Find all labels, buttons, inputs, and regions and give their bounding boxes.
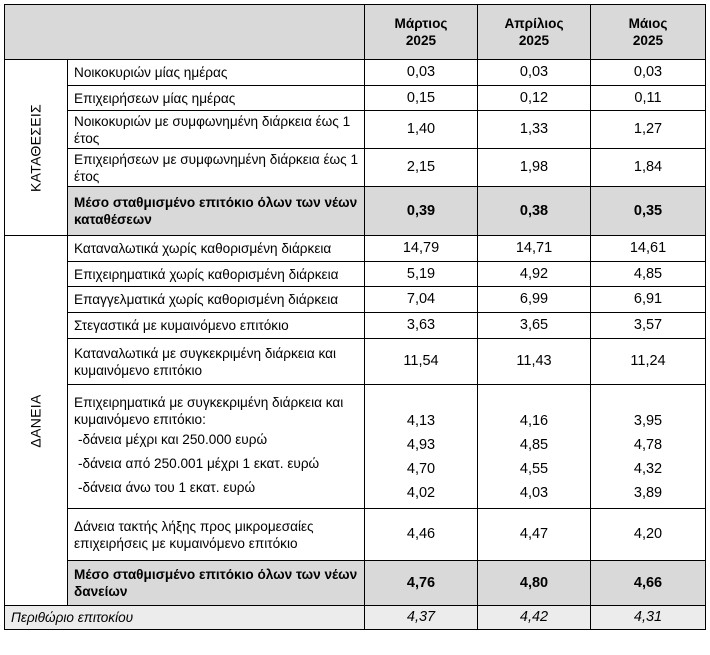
- value-cell: 3,65: [478, 313, 591, 339]
- loans-average-row: [5, 561, 706, 606]
- row-label: Επιχειρηματικά χωρίς καθορισμένη διάρκεια: [68, 262, 365, 287]
- value-cell: 4,32: [633, 461, 663, 477]
- value-cell: 4,78: [633, 437, 663, 453]
- value-cell: 4,66: [591, 561, 706, 606]
- value-cell: 4,13: [406, 413, 436, 429]
- value-cell: 4,31: [591, 606, 706, 630]
- table-row: [5, 262, 706, 287]
- row-label: Νοικοκυριών με συμφωνημένη διάρκεια έως 1 έτος: [68, 111, 365, 149]
- value-cell: 4,85: [519, 437, 549, 453]
- table-row: [5, 236, 706, 262]
- value-cell: 11,24: [591, 339, 706, 385]
- table-row: [5, 149, 706, 187]
- value-cell: 14,71: [478, 236, 591, 262]
- value-cell: 0,12: [478, 86, 591, 111]
- value-cell: 4,70: [406, 461, 436, 477]
- value-cell: 1,33: [478, 111, 591, 149]
- section-deposits: ΚΑΤΑΘΕΣΕΙΣ: [5, 60, 68, 236]
- value-cell: 4,46: [365, 509, 478, 561]
- deposits-average-row: [5, 187, 706, 236]
- value-cell: 4,03: [519, 485, 549, 501]
- row-label: Καταναλωτικά χωρίς καθορισμένη διάρκεια: [68, 236, 365, 262]
- table-row: [5, 60, 706, 86]
- table-row: [5, 111, 706, 149]
- row-label: Στεγαστικά με κυμαινόμενο επιτόκιο: [68, 313, 365, 339]
- value-cell: 4,92: [478, 262, 591, 287]
- section-loans: ΔΑΝΕΙΑ: [5, 236, 68, 606]
- row-label: Μέσο σταθμισμένο επιτόκιο όλων των νέων καταθέσεων: [68, 187, 365, 236]
- value-cell: 3,95: [633, 413, 663, 429]
- value-cell: 4,80: [478, 561, 591, 606]
- row-label: Επιχειρηματικά με συγκεκριμένη διάρκεια και κυμαινόμενο επιτόκιο:: [74, 394, 344, 427]
- table-row: [5, 339, 706, 385]
- value-cell: 5,19: [365, 262, 478, 287]
- header-april: Απρίλιος 2025: [478, 5, 591, 60]
- row-label: Επιχειρήσεων μίας ημέρας: [68, 86, 365, 111]
- sub-row-label: -δάνεια μέχρι και 250.000 ευρώ: [78, 431, 268, 447]
- value-cell: 4,85: [591, 262, 706, 287]
- table-row: [5, 86, 706, 111]
- value-cell: 0,03: [591, 60, 706, 86]
- value-cell: 1,27: [591, 111, 706, 149]
- value-cell: 4,02: [406, 485, 436, 501]
- business-loans-block: [5, 385, 706, 509]
- value-cell: 0,11: [591, 86, 706, 111]
- row-label: Μέσο σταθμισμένο επιτόκιο όλων των νέων δανείων: [68, 561, 365, 606]
- row-label: Δάνεια τακτής λήξης προς μικρομεσαίες επιχειρήσεις με κυμαινόμενο επιτόκιο: [68, 509, 365, 561]
- value-cell: 14,79: [365, 236, 478, 262]
- value-cell: 14,61: [591, 236, 706, 262]
- value-cell: 6,91: [591, 287, 706, 313]
- header-march: Μάρτιος 2025: [365, 5, 478, 60]
- value-cell: 1,84: [591, 149, 706, 187]
- business-loans-labels: [68, 385, 365, 509]
- value-cell: 4,55: [519, 461, 549, 477]
- business-values-april: [478, 385, 591, 509]
- row-label: Επαγγελματικά χωρίς καθορισμένη διάρκεια: [68, 287, 365, 313]
- row-label: Καταναλωτικά με συγκεκριμένη διάρκεια και κυμαινόμενο επιτόκιο: [68, 339, 365, 385]
- value-cell: 4,42: [478, 606, 591, 630]
- table-row: [5, 313, 706, 339]
- business-values-may: [591, 385, 706, 509]
- row-label: Νοικοκυριών μίας ημέρας: [68, 60, 365, 86]
- value-cell: 3,57: [591, 313, 706, 339]
- header-blank-cell: [5, 5, 365, 60]
- value-cell: 0,15: [365, 86, 478, 111]
- row-label: Περιθώριο επιτοκίου: [5, 606, 365, 630]
- value-cell: 3,63: [365, 313, 478, 339]
- value-cell: 3,89: [633, 485, 663, 501]
- sub-row-label: -δάνεια άνω του 1 εκατ. ευρώ: [78, 479, 256, 495]
- value-cell: 4,93: [406, 437, 436, 453]
- margin-row: [5, 606, 706, 630]
- value-cell: 4,47: [478, 509, 591, 561]
- value-cell: 0,35: [591, 187, 706, 236]
- business-values-march: [365, 385, 478, 509]
- table-row: [5, 509, 706, 561]
- row-label: Επιχειρήσεων με συμφωνημένη διάρκεια έως 1 έτος: [68, 149, 365, 187]
- value-cell: 0,03: [478, 60, 591, 86]
- header-row: [5, 5, 706, 60]
- interest-rates-table: [4, 4, 706, 630]
- value-cell: 7,04: [365, 287, 478, 313]
- value-cell: 1,40: [365, 111, 478, 149]
- header-may: Μάιος 2025: [591, 5, 706, 60]
- value-cell: 0,38: [478, 187, 591, 236]
- value-cell: 1,98: [478, 149, 591, 187]
- value-cell: 0,39: [365, 187, 478, 236]
- value-cell: 4,37: [365, 606, 478, 630]
- table-row: [5, 287, 706, 313]
- value-cell: 4,20: [591, 509, 706, 561]
- value-cell: 11,43: [478, 339, 591, 385]
- value-cell: 4,16: [519, 413, 549, 429]
- value-cell: 0,03: [365, 60, 478, 86]
- value-cell: 11,54: [365, 339, 478, 385]
- value-cell: 4,76: [365, 561, 478, 606]
- value-cell: 6,99: [478, 287, 591, 313]
- value-cell: 2,15: [365, 149, 478, 187]
- sub-row-label: -δάνεια από 250.001 μέχρι 1 εκατ. ευρώ: [78, 455, 320, 471]
